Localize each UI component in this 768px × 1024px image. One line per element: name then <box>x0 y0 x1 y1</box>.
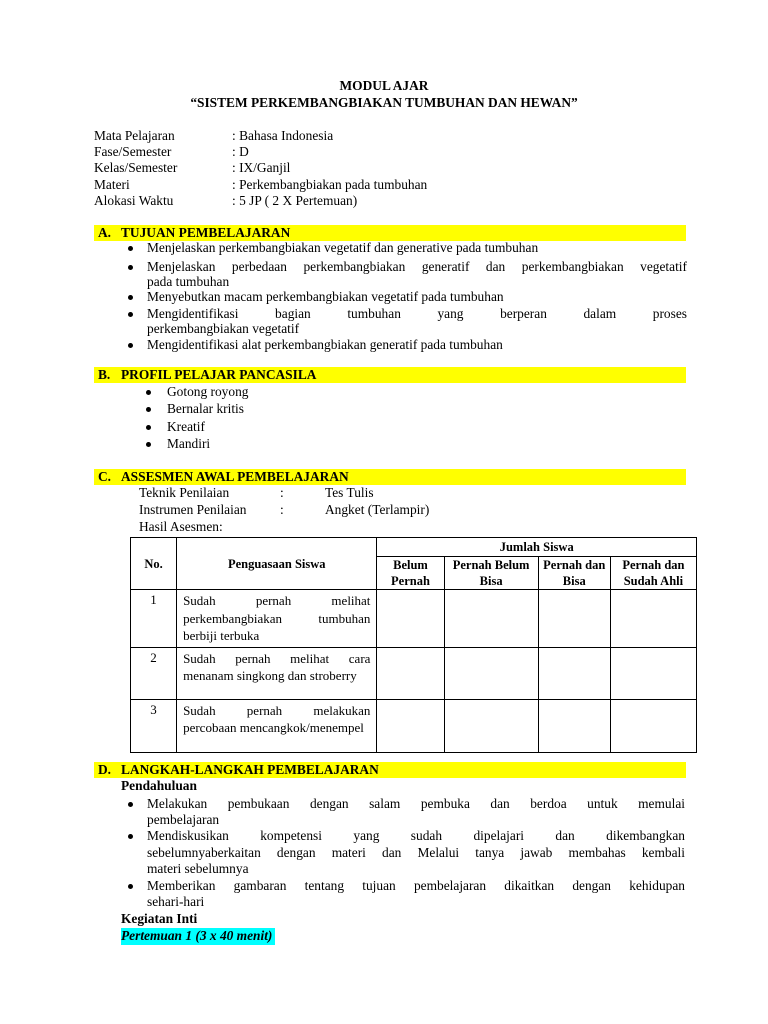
empty-cell <box>444 590 538 648</box>
info-key: Kelas/Semester <box>94 160 178 175</box>
info-value: : D <box>232 144 249 159</box>
section-title: TUJUAN PEMBELAJARAN <box>121 225 291 240</box>
section-letter: C. <box>98 469 112 484</box>
pendahuluan-heading: Pendahuluan <box>121 778 197 793</box>
bullet-icon <box>146 390 151 395</box>
info-key: Materi <box>94 177 130 192</box>
bullet-icon <box>128 246 133 251</box>
bullet-icon <box>128 312 133 317</box>
list-item-continuation: sehari-hari <box>147 894 205 909</box>
empty-cell <box>377 590 444 648</box>
table-row <box>131 590 697 648</box>
list-item: Bernalar kritis <box>167 401 244 416</box>
list-item-continuation: sebelumnyaberkaitan dengan materi dan Melalui tanya jawab membahas kembali <box>147 845 685 860</box>
list-item: Mandiri <box>167 436 211 451</box>
col-no-header: No. <box>131 538 177 590</box>
kegiatan-inti-heading: Kegiatan Inti <box>121 911 198 926</box>
list-item: Mendiskusikan kompetensi yang sudah dipelajari dan dikembangkan <box>147 828 685 843</box>
list-item: Menjelaskan perbedaan perkembangbiakan generatif dan perkembangbiakan vegetatif <box>147 259 687 274</box>
list-item: Melakukan pembukaan dengan salam pembuka dan berdoa untuk memulai <box>147 796 685 811</box>
empty-cell <box>610 590 696 648</box>
pertemuan-heading: Pertemuan 1 (3 x 40 menit) <box>121 928 275 945</box>
bullet-icon <box>128 884 133 889</box>
bullet-icon <box>128 802 133 807</box>
list-item: Mengidentifikasi bagian tumbuhan yang berperan dalam proses <box>147 306 687 321</box>
empty-cell <box>377 699 444 752</box>
row-number: 1 <box>131 590 177 648</box>
row-text: Sudah pernah melihat perkembangbiakan tumbuhan berbiji terbuka <box>177 590 377 648</box>
list-item: Menyebutkan macam perkembangbiakan vegetatif pada tumbuhan <box>147 289 504 304</box>
list-item: Menjelaskan perkembangbiakan vegetatif dan generative pada tumbuhan <box>147 240 539 255</box>
table-row <box>131 647 697 699</box>
info-value: : IX/Ganjil <box>232 160 291 175</box>
empty-cell <box>610 699 696 752</box>
section-a-heading <box>94 225 686 241</box>
sub-col-sudah-ahli: Pernah dan Sudah Ahli <box>610 557 696 590</box>
assessment-table <box>130 537 697 753</box>
instrumen-colon: : <box>280 502 284 517</box>
sub-col-pernah-belum-bisa: Pernah Belum Bisa <box>444 557 538 590</box>
teknik-value: Tes Tulis <box>325 485 374 500</box>
document-subtitle: “SISTEM PERKEMBANGBIAKAN TUMBUHAN DAN HEWAN” <box>190 95 578 110</box>
section-title: ASSESMEN AWAL PEMBELAJARAN <box>121 469 349 484</box>
empty-cell <box>610 647 696 699</box>
bullet-icon <box>146 425 151 430</box>
empty-cell <box>538 590 610 648</box>
row-number: 2 <box>131 647 177 699</box>
hasil-label: Hasil Asesmen: <box>139 519 223 534</box>
bullet-icon <box>128 834 133 839</box>
info-key: Fase/Semester <box>94 144 172 159</box>
bullet-icon <box>146 442 151 447</box>
section-title: PROFIL PELAJAR PANCASILA <box>121 367 317 382</box>
section-letter: B. <box>98 367 111 382</box>
bullet-icon <box>128 343 133 348</box>
col-jumlah-header: Jumlah Siswa <box>377 538 697 557</box>
list-item-continuation: materi sebelumnya <box>147 861 249 876</box>
info-value: : 5 JP ( 2 X Pertemuan) <box>232 193 358 208</box>
table-row <box>131 699 697 752</box>
empty-cell <box>377 647 444 699</box>
list-item: Memberikan gambaran tentang tujuan pembelajaran dikaitkan dengan kehidupan <box>147 878 685 893</box>
empty-cell <box>444 647 538 699</box>
list-item-continuation: pembelajaran <box>147 812 220 827</box>
row-number: 3 <box>131 699 177 752</box>
bullet-icon <box>128 265 133 270</box>
section-title: LANGKAH-LANGKAH PEMBELAJARAN <box>121 762 379 777</box>
sub-col-belum-pernah: Belum Pernah <box>377 557 444 590</box>
section-c-heading <box>94 469 686 485</box>
info-key: Alokasi Waktu <box>94 193 174 208</box>
empty-cell <box>538 699 610 752</box>
row-text: Sudah pernah melakukan percobaan mencangkok/menempel <box>177 699 377 752</box>
info-value: : Bahasa Indonesia <box>232 128 334 143</box>
section-d-heading <box>94 762 686 778</box>
bullet-icon <box>146 407 151 412</box>
list-item: Kreatif <box>167 419 205 434</box>
list-item-continuation: pada tumbuhan <box>147 274 230 289</box>
info-value: : Perkembangbiakan pada tumbuhan <box>232 177 428 192</box>
list-item: Gotong royong <box>167 384 249 399</box>
list-item: Mengidentifikasi alat perkembangbiakan generatif pada tumbuhan <box>147 337 503 352</box>
empty-cell <box>538 647 610 699</box>
section-letter: A. <box>98 225 112 240</box>
teknik-colon: : <box>280 485 284 500</box>
bullet-icon <box>128 295 133 300</box>
sub-col-pernah-dan-bisa: Pernah dan Bisa <box>538 557 610 590</box>
list-item-continuation: perkembangbiakan vegetatif <box>147 321 300 336</box>
info-key: Mata Pelajaran <box>94 128 175 143</box>
document-title: MODUL AJAR <box>339 78 429 93</box>
instrumen-label: Instrumen Penilaian <box>139 502 247 517</box>
section-b-heading <box>94 367 686 383</box>
row-text: Sudah pernah melihat cara menanam singkong dan stroberry <box>177 647 377 699</box>
instrumen-value: Angket (Terlampir) <box>325 502 430 517</box>
teknik-label: Teknik Penilaian <box>139 485 230 500</box>
section-letter: D. <box>98 762 112 777</box>
empty-cell <box>444 699 538 752</box>
col-penguasaan-header: Penguasaan Siswa <box>177 538 377 590</box>
